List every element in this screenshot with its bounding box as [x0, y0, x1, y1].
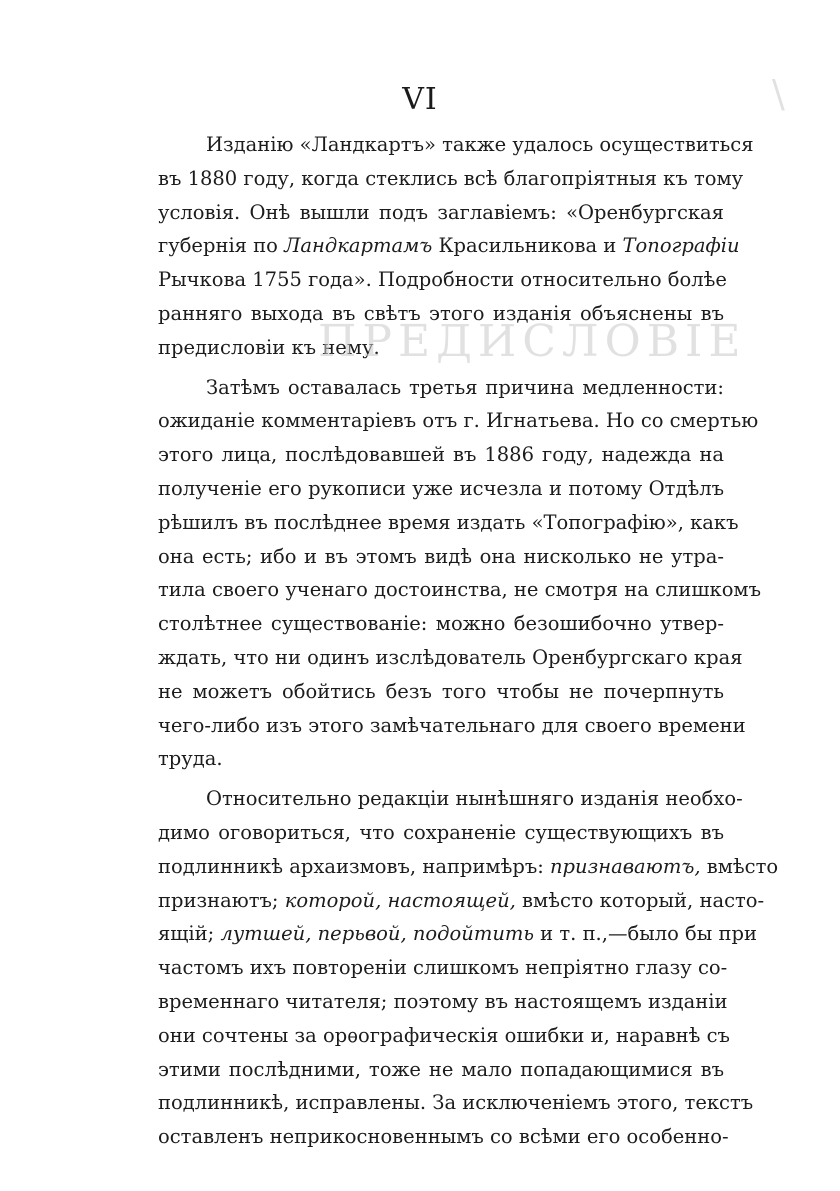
- text-run: этого лица, послѣдовавшей въ 1886 году, надежда на: [158, 443, 724, 467]
- text-line: [158, 782, 743, 816]
- text-line: [158, 742, 724, 776]
- text-run: губернія по: [158, 234, 285, 258]
- text-run: подлинникѣ, исправлены. За исключеніемъ этого, текстъ: [158, 1091, 754, 1115]
- italic-run: лутшей, перьвой, подойтить: [220, 922, 534, 946]
- text-line: [158, 816, 724, 850]
- text-run: этими послѣдними, тоже не мало попадающимися въ: [158, 1057, 724, 1081]
- text-run: Изданію «Ландкартъ» также удалось осуществиться: [206, 133, 754, 156]
- text-run: тила своего ученаго достоинства, не смотря на слишкомъ: [158, 578, 762, 602]
- text-run: димо оговориться, что сохраненіе существующихъ въ: [158, 820, 724, 844]
- text-line: [158, 573, 762, 607]
- bleed-through-mark: \: [772, 72, 785, 116]
- text-run: условія. Онѣ вышли подъ заглавіемъ: «Оренбургская: [158, 200, 724, 224]
- text-line: [158, 1120, 729, 1154]
- text-run: частомъ ихъ повтореніи слишкомъ непріятно глазу со-: [158, 956, 728, 980]
- text-line: [158, 472, 724, 506]
- page-number: VI: [402, 82, 438, 117]
- text-line: [158, 371, 724, 405]
- text-run: они сочтены за орѳографическія ошибки и, наравнѣ съ: [158, 1023, 730, 1047]
- text-run: и т. п.,—было бы при: [533, 922, 757, 946]
- body-text: [158, 128, 779, 1154]
- text-run: подлинникѣ архаизмовъ, напримѣръ:: [158, 854, 550, 878]
- text-run: полученіе его рукописи уже исчезла и потому Отдѣлъ: [158, 476, 724, 500]
- text-run: въ 1880 году, когда стеклись всѣ благопріятныя къ тому: [158, 166, 744, 190]
- text-run: временнаго читателя; поэтому въ настоящемъ изданіи: [158, 989, 728, 1013]
- text-run: Рычкова 1755 года». Подробности относительно болѣе: [158, 268, 727, 292]
- text-run: оставленъ неприкосновеннымъ со всѣми его особенно-: [158, 1125, 729, 1149]
- italic-run: признаваютъ,: [550, 854, 701, 878]
- italic-run: Топографіи: [622, 234, 740, 258]
- text-run: не можетъ обойтись безъ того чтобы не почерпнуть: [158, 679, 724, 703]
- text-run: вмѣсто: [700, 854, 779, 878]
- text-line: [158, 884, 765, 918]
- text-line: [158, 229, 740, 263]
- text-line: [158, 506, 739, 540]
- text-run: признаютъ;: [158, 888, 285, 912]
- text-run: вмѣсто который, насто-: [515, 888, 765, 912]
- text-line: [158, 1019, 730, 1053]
- text-run: она есть; ибо и въ этомъ видѣ она нисколько не утра-: [158, 544, 724, 568]
- italic-run: Ландкартамъ: [284, 234, 433, 258]
- text-line: [158, 917, 757, 951]
- text-line: [158, 263, 727, 297]
- text-line: [158, 641, 743, 675]
- text-line: [158, 540, 724, 574]
- text-line: [158, 985, 728, 1019]
- text-line: [158, 1053, 724, 1087]
- italic-run: которой, настоящей,: [284, 888, 516, 912]
- text-run: Красильникова и: [432, 234, 623, 258]
- text-line: [158, 607, 724, 641]
- text-line: [158, 438, 724, 472]
- text-run: труда.: [158, 747, 223, 771]
- text-run: ждать, что ни одинъ изслѣдователь Оренбургскаго края: [158, 645, 743, 669]
- text-run: рѣшилъ въ послѣднее время издать «Топографію», какъ: [158, 510, 739, 534]
- text-line: [158, 196, 724, 230]
- text-run: ящій;: [158, 922, 221, 946]
- text-line: [158, 709, 746, 743]
- text-run: Относительно редакціи нынѣшняго изданія необхо-: [206, 787, 743, 811]
- text-run: Затѣмъ оставалась третья причина медленности:: [206, 375, 724, 399]
- text-run: чего-либо изъ этого замѣчательнаго для своего времени: [158, 713, 746, 737]
- text-line: [158, 675, 724, 709]
- text-line: [158, 951, 728, 985]
- bleed-through-heading: ПРЕДИСЛОВІЕ: [318, 316, 747, 367]
- text-run: столѣтнее существованіе: можно безошибочно утвер-: [158, 612, 724, 636]
- text-line: [158, 850, 779, 884]
- text-run: ожиданіе комментаріевъ отъ г. Игнатьева. Но со смертью: [158, 409, 759, 433]
- text-run: ранняго выхода въ свѣтъ этого изданія объяснены въ: [158, 301, 724, 325]
- text-line: [158, 128, 754, 162]
- text-line: [158, 162, 744, 196]
- text-line: [158, 404, 759, 438]
- text-line: [158, 1086, 754, 1120]
- text-run: предисловіи къ нему.: [158, 335, 380, 359]
